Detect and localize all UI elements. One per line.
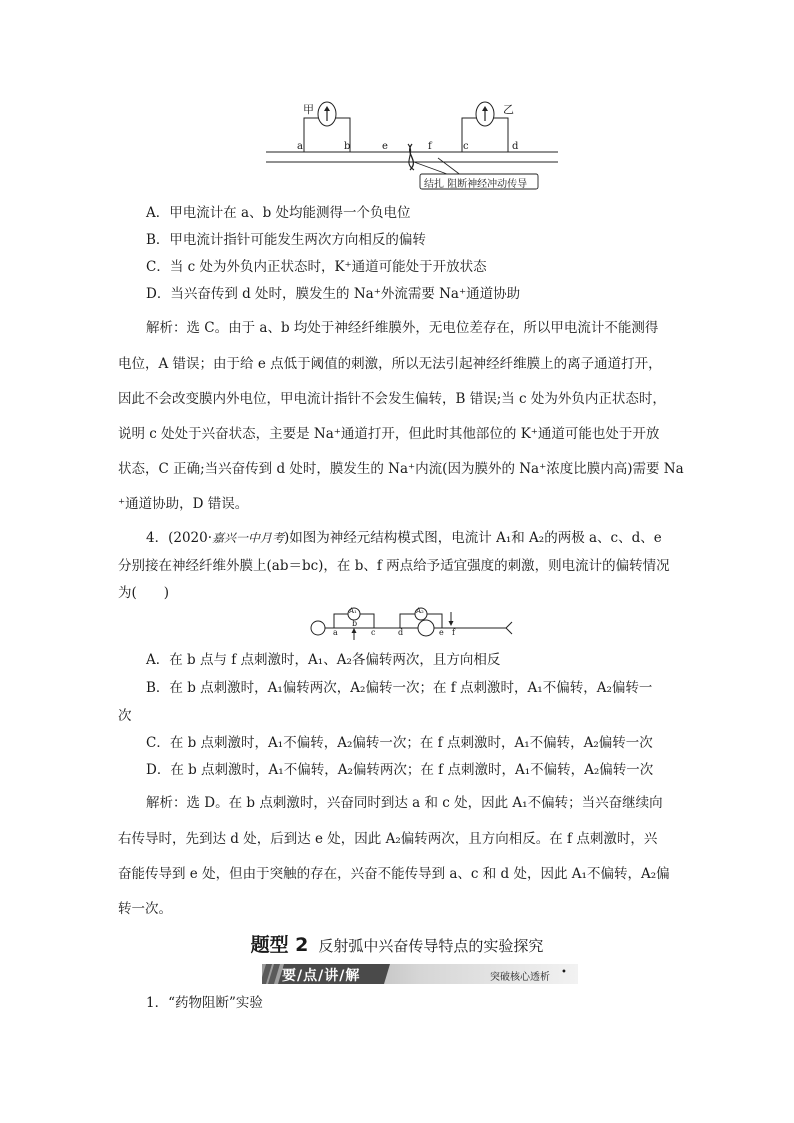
q4-analysis-line-4: 转一次。 [118,901,172,917]
point-label-c: c [463,141,469,152]
q4-stem-line-1 [146,528,662,548]
meter-a1-label: A₁ [349,607,357,615]
meter-a2-label: A₂ [416,607,424,615]
q3-analysis-line-1: 解析：选 C。由于 a、b 均处于神经纤维膜外，无电位差存在，所以甲电流计不能测得 [146,320,659,336]
q3-option-d: D．当兴奋传到 d 处时，膜发生的 Na⁺外流需要 Na⁺通道协助 [146,286,521,302]
section-tag: 题型 2 [250,934,309,956]
item-1-heading: 1．“药物阻断”实验 [146,995,263,1011]
meter-yi-label: 乙 [503,103,514,116]
fig2-point-d: d [398,628,404,637]
fig2-point-c: c [371,628,376,637]
fig2-point-b: b [352,619,358,628]
q3-option-c: C．当 c 处为外负内正状态时，K⁺通道可能处于开放状态 [146,259,487,275]
q4-number: 4．(2020· [146,530,213,546]
q4-option-a: A．在 b 点与 f 点刺激时，A₁、A₂各偏转两次，且方向相反 [146,652,501,668]
q4-analysis-line-2: 右传导时，先到达 d 处，后到达 e 处，因此 A₂偏转两次，且方向相反。在 f 点刺激时，兴 [118,831,658,847]
point-label-f: f [428,141,432,152]
point-label-a: a [297,141,303,152]
point-label-d: d [512,141,519,152]
q3-analysis-line-5: 状态，C 正确;当兴奋传到 d 处时，膜发生的 Na⁺内流(因为膜外的 Na⁺浓度比膜内高)需要 Na [118,461,684,477]
figure-neuron-model [308,602,520,642]
q3-analysis-line-6: ⁺通道协助，D 错误。 [118,496,249,512]
meter-jia-label: 甲 [303,103,314,116]
point-label-b: b [344,141,351,152]
q4-option-b-line-1: B．在 b 点刺激时，A₁偏转两次，A₂偏转一次；在 f 点刺激时，A₁不偏转，A₂偏转一 [146,680,653,696]
section-title: 反射弧中兴奋传导特点的实验探究 [318,937,544,955]
q4-option-c: C．在 b 点刺激时，A₁不偏转，A₂偏转一次；在 f 点刺激时，A₁不偏转，A₂偏转一次 [146,735,653,751]
q4-stem-line-3: 为( ) [118,585,170,601]
q4-stem-rest: )如图为神经元结构模式图，电流计 A₁和 A₂的两极 a、c、d、e [284,530,662,546]
q3-analysis-line-3: 因此不会改变膜内外电位，甲电流计指针不会发生偏转，B 错误;当 c 处为外负内正状态时， [118,391,666,407]
fig2-point-f: f [452,628,455,637]
q4-option-b-line-2: 次 [118,708,132,724]
q3-analysis-line-4: 说明 c 处处于兴奋状态，主要是 Na⁺通道打开，但此时其他部位的 K⁺通道可能也处于开放 [118,426,660,442]
point-label-e: e [382,141,388,152]
section-heading [0,930,794,957]
q4-analysis-line-1: 解析：选 D。在 b 点刺激时，兴奋同时到达 a 和 c 处，因此 A₁不偏转；当兴奋继续向 [146,795,663,811]
ligature-callout: 结扎 阻断神经冲动传导 [424,179,528,190]
banner-bullet-icon: • [561,967,567,978]
banner-label: 要/点/讲/解 [282,968,361,984]
q3-analysis-line-2: 电位，A 错误；由于给 e 点低于阈值的刺激，所以无法引起神经纤维膜上的离子通道打开， [118,356,662,372]
banner-right-text: 突破核心透析 [490,972,550,983]
fig2-point-e: e [439,628,444,637]
q4-stem-line-2: 分别接在神经纤维外膜上(ab＝bc)，在 b、f 两点给予适宜强度的刺激，则电流计的偏转情况 [118,558,670,574]
q4-source: 嘉兴一中月考 [212,531,285,545]
q4-option-d: D．在 b 点刺激时，A₁不偏转，A₂偏转两次；在 f 点刺激时，A₁不偏转，A₂偏转一次 [146,762,654,778]
fig2-point-a: a [333,628,338,637]
q3-option-b: B．甲电流计指针可能发生两次方向相反的偏转 [146,232,426,248]
q4-analysis-line-3: 奋能传导到 e 处，但由于突触的存在，兴奋不能传导到 a、c 和 d 处，因此 A₁不偏转，A₂偏 [118,866,670,882]
q3-option-a: A．甲电流计在 a、b 处均能测得一个负电位 [146,205,411,221]
